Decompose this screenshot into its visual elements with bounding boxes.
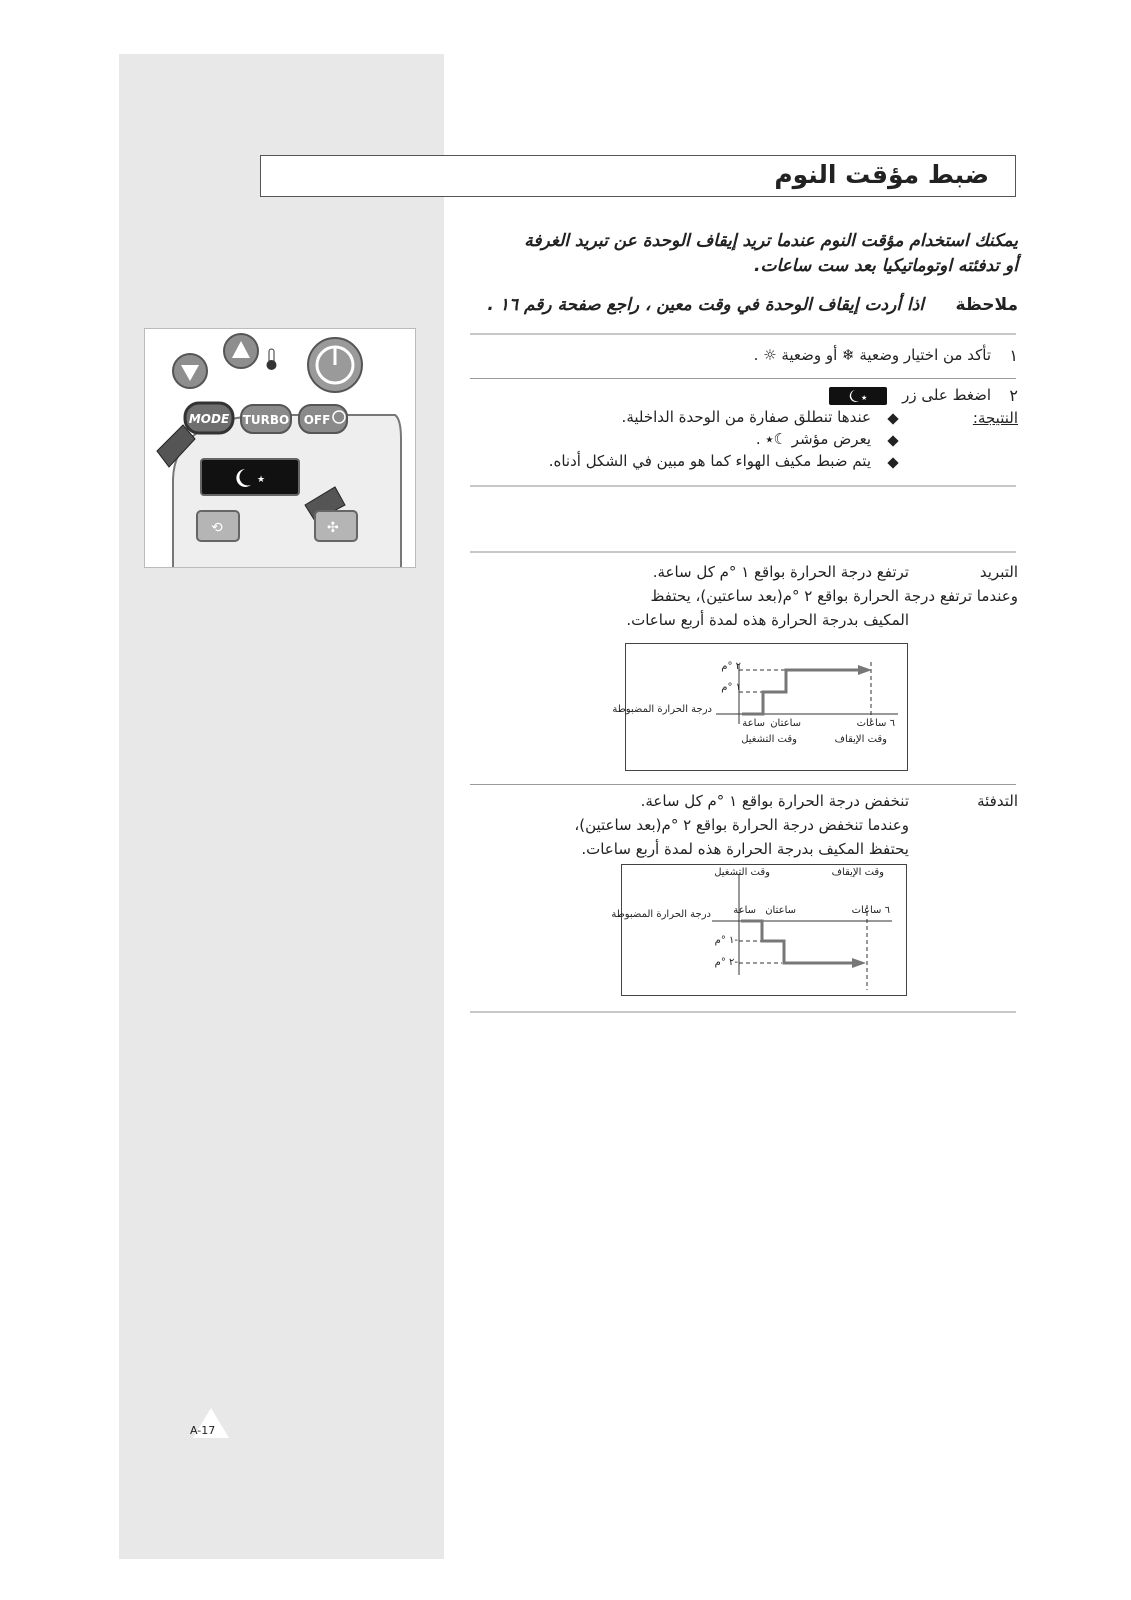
bullet-icon — [887, 457, 898, 468]
bullet-icon — [887, 435, 898, 446]
divider — [470, 1011, 1016, 1013]
page-number: A-17 — [190, 1424, 216, 1437]
cooling-label: التبريد — [979, 563, 1018, 581]
cool-stop-time: وقت الإيقاف — [834, 734, 887, 745]
intro-line-2: أو تدفئته اوتوماتيكيا بعد ست ساعات. — [754, 256, 1018, 276]
cooling-diagram — [612, 643, 908, 771]
heat-setpoint-label: درجة الحرارة المضبوطة — [611, 909, 711, 920]
result-item-2: يعرض مؤشر ☾٭ . — [755, 430, 871, 448]
temperature-line — [742, 670, 858, 714]
mode-label: MODE — [188, 412, 230, 426]
step-1-number: ١ — [1009, 346, 1018, 365]
cool-tick-six: ٦ ساعات — [856, 718, 895, 729]
result-label: النتيجة: — [972, 409, 1018, 427]
temperature-line — [741, 921, 852, 963]
heat-start-time: وقت التشغيل — [714, 867, 770, 878]
arrow-head-icon — [852, 958, 866, 968]
result-item-1: عندها تنطلق صفارة من الوحدة الداخلية. — [621, 408, 871, 426]
moon-star-icon — [829, 387, 887, 405]
remote-control-drawing — [145, 329, 415, 567]
heating-line-2: وعندما تنخفض درجة الحرارة بواقع ٢ °م(بعد ساعتين)، — [574, 816, 909, 834]
turbo-label: TURBO — [242, 413, 290, 427]
note-label: ملاحظة — [955, 295, 1018, 315]
remote-control-illustration — [144, 328, 416, 568]
step-2-text: اضغط على زر — [902, 386, 991, 404]
heat-stop-time: وقت الإيقاف — [831, 867, 884, 878]
divider — [470, 333, 1016, 335]
cool-start-time: وقت التشغيل — [741, 734, 797, 745]
sleep-button-glyph — [829, 387, 887, 405]
heat-tick-hour: ساعة — [733, 905, 756, 916]
step-2-number: ٢ — [1009, 386, 1018, 405]
cooling-line-3: المكيف بدرجة الحرارة هذه لمدة أربع ساعات. — [626, 611, 909, 629]
svg-text:★: ★ — [257, 475, 266, 485]
off-label: OFF — [303, 413, 331, 427]
result-item-3: يتم ضبط مكيف الهواء كما هو مبين في الشكل أدناه. — [548, 452, 871, 470]
cool-tick-two: ساعتان — [770, 718, 801, 729]
step-1-text: تأكد من اختيار وضعية ❄ أو وضعية ☼ . — [753, 346, 991, 364]
svg-text:⟲: ⟲ — [211, 520, 223, 536]
heating-step-chart — [622, 865, 906, 995]
page-title: ضبط مؤقت النوم — [774, 160, 989, 189]
cool-setpoint-label: درجة الحرارة المضبوطة — [612, 704, 712, 715]
heat-y-label-2: -٢ °م — [714, 957, 738, 968]
arrow-head-icon — [858, 665, 872, 675]
svg-text:✣: ✣ — [327, 520, 339, 536]
note-text: اذا أردت إيقاف الوحدة في وقت معين ، راجع صفحة رقم ١٦ . — [487, 295, 924, 315]
intro-line-1: يمكنك استخدام مؤقت النوم عندما تريد إيقاف الوحدة عن تبريد الغرفة — [524, 231, 1018, 251]
heating-label: التدفئة — [977, 792, 1018, 810]
cooling-line-2: وعندما ترتفع درجة الحرارة بواقع ٢ °م(بعد ساعتين)، يحتفظ — [650, 587, 1018, 605]
bullet-icon — [887, 413, 898, 424]
heat-tick-two: ساعتان — [765, 905, 796, 916]
heat-tick-six: ٦ ساعات — [851, 905, 890, 916]
heating-line-3: يحتفظ المكيف بدرجة الحرارة هذه لمدة أربع ساعات. — [581, 840, 909, 858]
heating-line-1: تنخفض درجة الحرارة بواقع ١ °م كل ساعة. — [640, 792, 909, 810]
divider — [470, 784, 1016, 785]
divider — [470, 485, 1016, 487]
divider — [470, 551, 1016, 553]
cooling-line-1: ترتفع درجة الحرارة بواقع ١ °م كل ساعة. — [652, 563, 909, 581]
divider — [470, 378, 1016, 379]
cool-y-label-2: ٢ °م — [721, 661, 741, 672]
heating-diagram — [611, 864, 907, 996]
heat-y-label-1: -١ °م — [714, 935, 738, 946]
sleep-button-icon — [201, 459, 299, 495]
svg-text:★: ★ — [861, 394, 868, 402]
cool-y-label-1: ١ °م — [721, 682, 741, 693]
left-gray-panel — [119, 54, 444, 1559]
title-box — [260, 155, 1016, 197]
cool-tick-hour: ساعة — [742, 718, 765, 729]
